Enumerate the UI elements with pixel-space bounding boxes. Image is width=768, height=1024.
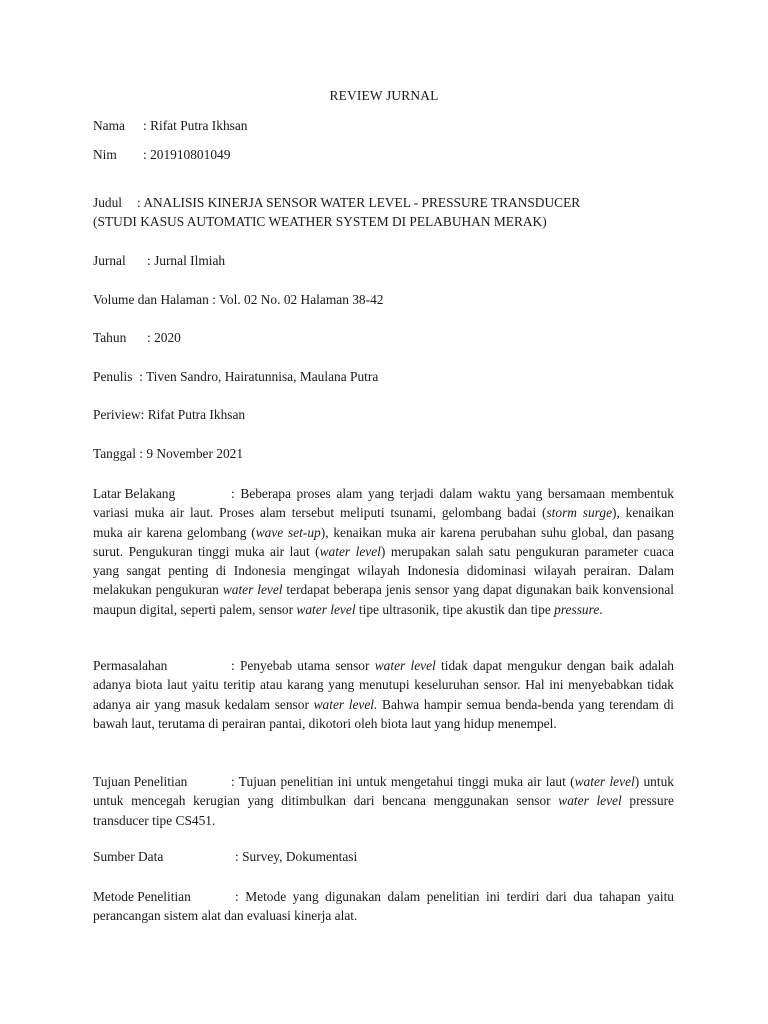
metode-label: Metode Penelitian — [93, 889, 191, 904]
penulis-row — [93, 369, 378, 385]
latar-text-2: ), kenaikan muka air karena gelombang ( — [93, 505, 674, 540]
tujuan-paragraph — [93, 772, 674, 830]
periview-row — [93, 407, 245, 423]
nim-row — [93, 147, 230, 163]
tahun-row — [93, 330, 181, 346]
metode-paragraph — [93, 887, 674, 926]
tujuan-text-3: pressure transducer tipe CS451. — [93, 793, 674, 828]
latar-italic-5: water level — [296, 601, 356, 617]
latar-italic-4: water level — [222, 582, 283, 598]
tanggal-label: Tanggal — [93, 446, 136, 461]
latar-belakang-paragraph — [93, 484, 674, 619]
nama-label: Nama — [93, 118, 125, 133]
tujuan-label: Tujuan Penelitian — [93, 774, 188, 789]
judul-row — [93, 193, 674, 232]
latar-text-4: ) merupakan salah satu pengukuran parameter cuaca yang sangat penting di Indonesia mengingat wilayah Indonesia didominasi wilayah perairan. Dalam melakukan pengukuran — [93, 543, 674, 598]
volume-value: : Vol. 02 No. 02 Halaman 38-42 — [212, 292, 384, 307]
nim-value: : 201910801049 — [143, 147, 231, 162]
judul-value: : ANALISIS KINERJA SENSOR WATER LEVEL - PRESSURE TRANSDUCER — [137, 195, 581, 210]
nim-label: Nim — [93, 147, 117, 162]
permasalahan-text-3: Bahwa hampir semua benda-benda yang terendam di bawah laut, terutama di perairan pantai, dikotori oleh biota laut yang hidup menempel. — [93, 696, 675, 731]
tujuan-italic-1: water level — [574, 774, 635, 789]
permasalahan-italic-2: water level. — [313, 696, 378, 712]
permasalahan-text-2: tidak dapat mengukur dengan baik adalah adanya biota laut yaitu teritip atau karang yang menutupi keseluruhan sensor. Hal ini menyebabkan tidak adanya air yang masuk kedalam sensor — [93, 658, 674, 712]
periview-label: Periview: — [93, 407, 145, 422]
jurnal-row — [93, 253, 225, 269]
jurnal-label: Jurnal — [93, 253, 126, 268]
latar-text-1: : Beberapa proses alam yang terjadi dalam waktu yang bersamaan membentuk variasi muka air laut. Proses alam tersebut meliputi tsunami, gelombang badai ( — [93, 486, 674, 521]
latar-italic-6: pressure — [554, 601, 600, 617]
judul-value-line2: (STUDI KASUS AUTOMATIC WEATHER SYSTEM DI PELABUHAN MERAK) — [93, 214, 547, 230]
sumber-data-row — [93, 849, 357, 865]
nama-value: : Rifat Putra Ikhsan — [143, 118, 248, 133]
latar-text-6: tipe ultrasonik, tipe akustik dan tipe — [355, 601, 555, 617]
latar-text-5: terdapat beberapa jenis sensor yang dapat digunakan baik konvensional maupun digital, seperti palem, sensor — [93, 582, 675, 617]
tanggal-value: : 9 November 2021 — [139, 446, 244, 461]
permasalahan-label: Permasalahan — [93, 658, 168, 673]
permasalahan-italic-1: water level — [374, 658, 436, 673]
tanggal-row — [93, 446, 243, 462]
volume-label: Volume dan Halaman — [93, 292, 209, 307]
tujuan-italic-2: water level — [558, 793, 622, 809]
latar-text-3: ), kenaikan muka air karena perubahan suhu global, dan pasang surut. Pengukuran tinggi muka air laut ( — [93, 524, 674, 559]
jurnal-value: : Jurnal Ilmiah — [147, 253, 226, 268]
latar-italic-2: wave set-up — [255, 524, 321, 540]
permasalahan-paragraph — [93, 656, 674, 733]
penulis-label: Penulis — [93, 369, 133, 384]
penulis-value: : Tiven Sandro, Hairatunnisa, Maulana Putra — [139, 369, 379, 384]
tujuan-text-1: : Tujuan penelitian ini untuk mengetahui tinggi muka air laut ( — [231, 774, 575, 789]
latar-italic-1: storm surge — [546, 505, 613, 521]
sumber-data-value: : Survey, Dokumentasi — [235, 849, 358, 864]
nama-row — [93, 118, 248, 134]
sumber-data-label: Sumber Data — [93, 849, 164, 864]
tujuan-text-2: ) untuk untuk mencegah kerugian yang ditimbulkan dari bencana menggunakan sensor — [93, 774, 674, 809]
judul-label: Judul — [93, 195, 123, 210]
document-title: REVIEW JURNAL — [329, 88, 439, 103]
periview-value: Rifat Putra Ikhsan — [147, 407, 246, 422]
metode-value: : Metode yang digunakan dalam penelitian ini terdiri dari dua tahapan yaitu perancangan sistem alat dan evaluasi kinerja alat. — [93, 889, 674, 924]
volume-row — [93, 292, 383, 308]
tahun-label: Tahun — [93, 330, 127, 345]
latar-italic-3: water level — [319, 543, 381, 559]
latar-belakang-label: Latar Belakang — [93, 486, 176, 501]
permasalahan-text-1: : Penyebab utama sensor — [231, 658, 375, 673]
latar-text-7: . — [599, 601, 603, 617]
tahun-value: : 2020 — [147, 330, 181, 345]
